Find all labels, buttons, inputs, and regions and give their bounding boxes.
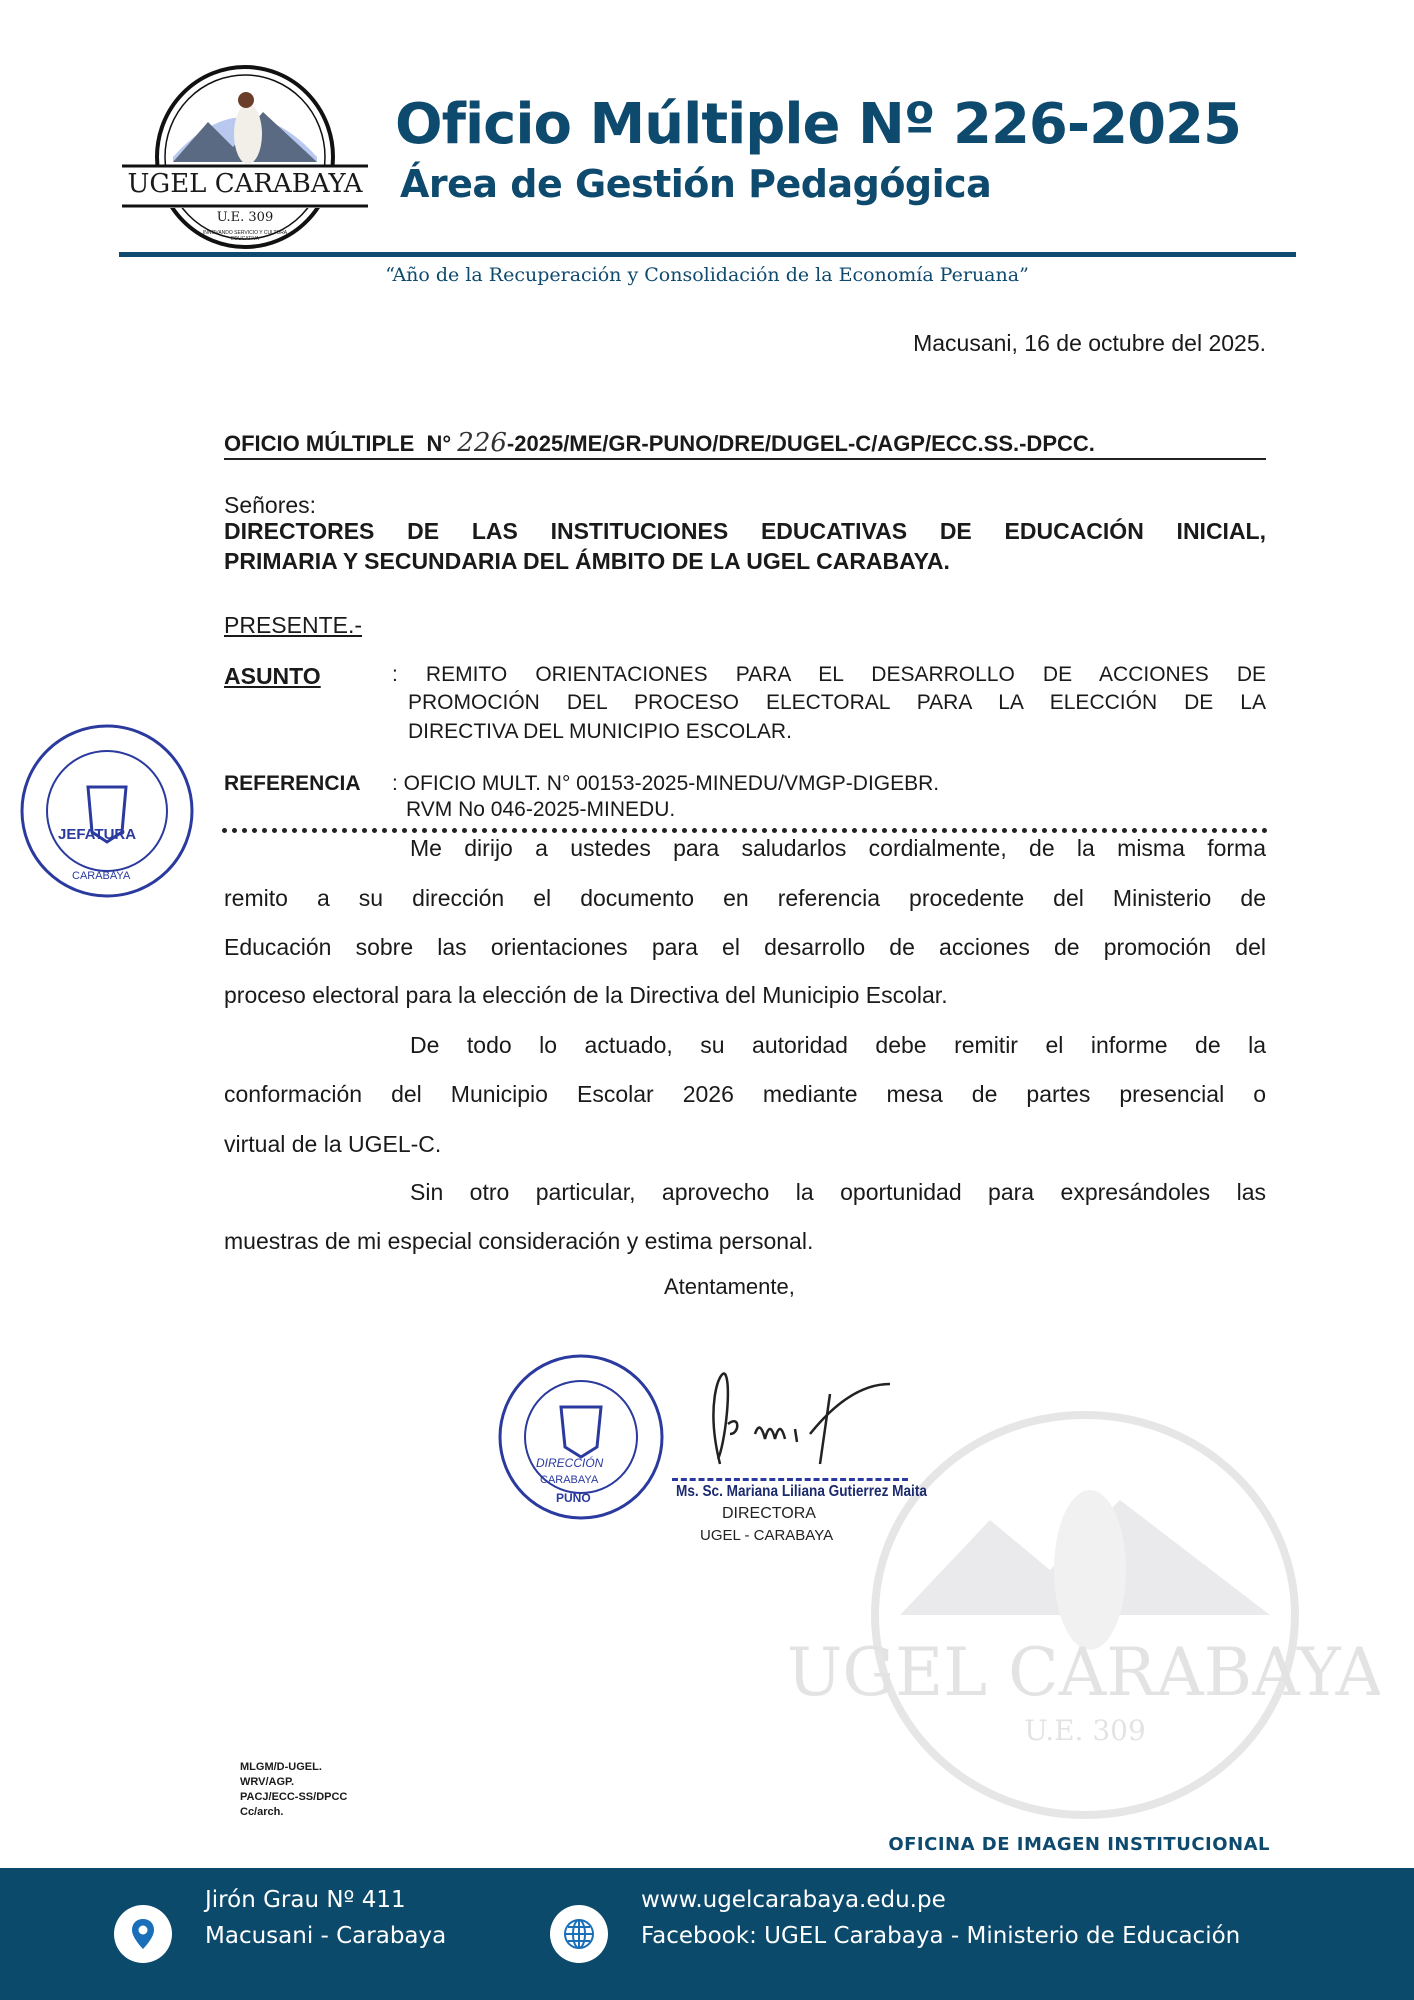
stamp-text: JEFATURA [58,826,137,843]
footer [0,1868,1414,2000]
signature [700,1364,910,1474]
initials-line: Cc/arch. [240,1806,284,1818]
referencia-line-2: RVM No 046-2025-MINEDU. [406,798,676,821]
svg-text:U.E. 309: U.E. 309 [1024,1714,1146,1747]
body-line: conformación del Municipio Escolar 2026 mediante mesa de partes presencial o [224,1081,1266,1107]
ref-number-handwritten: 226 [457,428,507,458]
logo-text: UGEL CARABAYA [127,169,363,199]
asunto-line-1: : REMITO ORIENTACIONES PARA EL DESARROLLO DE ACCIONES DE [392,663,1266,686]
body-line: virtual de la UGEL-C. [224,1131,442,1157]
logo-sub: U.E. 309 [216,210,274,225]
body-line: remito a su dirección el documento en referencia procedente del Ministerio de [224,885,1266,911]
globe-icon [550,1905,608,1963]
facebook-link[interactable]: Facebook: UGEL Carabaya - Ministerio de Educación [641,1923,1241,1949]
salutation: Señores: [224,492,317,518]
stamp-text: PUNO [556,1491,591,1505]
signer-role: DIRECTORA [722,1505,816,1522]
recipients-line-1: DIRECTORES DE LAS INSTITUCIONES EDUCATIVAS DE EDUCACIÓN INICIAL, [224,518,1266,544]
asunto-label: ASUNTO [224,663,321,689]
dotted-separator [222,828,1268,833]
body-line: muestras de mi especial consideración y estima personal. [224,1228,814,1254]
direccion-stamp [496,1352,666,1522]
document-date: Macusani, 16 de octubre del 2025. [913,330,1266,356]
signature-line [672,1478,908,1481]
initials-line: WRV/AGP. [240,1776,294,1788]
referencia-line-1: : OFICIO MULT. N° 00153-2025-MINEDU/VMGP-DIGEBR. [392,772,940,795]
initials-line: MLGM/D-UGEL. [240,1761,322,1773]
header-divider [119,252,1296,257]
body-line: proceso electoral para la elección de la Directiva del Municipio Escolar. [224,982,948,1008]
closing: Atentamente, [664,1274,795,1299]
body-line: Educación sobre las orientaciones para el desarrollo de acciones de promoción del [224,934,1266,960]
body-line: Me dirijo a ustedes para saludarlos cordialmente, de la misma forma [410,835,1266,861]
presente: PRESENTE.- [224,612,363,638]
ref-prefix: OFICIO MÚLTIPLE N° [224,431,458,456]
referencia-label: REFERENCIA [224,772,361,795]
asunto-line-2: PROMOCIÓN DEL PROCESO ELECTORAL PARA LA ELECCIÓN DE LA [408,691,1266,714]
ugel-logo [118,62,372,252]
year-motto: “Año de la Recuperación y Consolidación de la Economía Peruana” [385,264,1029,286]
logo-motto: INNOVANDO SERVICIO Y CULTURA EDUCATIVA [202,230,288,242]
ref-suffix: -2025/ME/GR-PUNO/DRE/DUGEL-C/AGP/ECC.SS.-DPCC. [506,431,1095,456]
signer-org: UGEL - CARABAYA [700,1527,834,1544]
stamp-text: DIRECCIÓN [536,1456,604,1470]
recipients-line-2: PRIMARIA Y SECUNDARIA DEL ÁMBITO DE LA UGEL CARABAYA. [224,548,950,574]
svg-text:UGEL CARABAYA: UGEL CARABAYA [790,1634,1380,1711]
body-line: Sin otro particular, aprovecho la oportunidad para expresándoles las [410,1179,1266,1205]
address-line-2: Macusani - Carabaya [205,1923,447,1949]
address-line-1: Jirón Grau Nº 411 [205,1887,406,1913]
asunto-line-3: DIRECTIVA DEL MUNICIPIO ESCOLAR. [408,720,792,743]
contact-links [641,1882,1240,1954]
document-reference-number [224,428,1266,460]
office-label: OFICINA DE IMAGEN INSTITUCIONAL [888,1834,1270,1855]
initials-block [240,1760,347,1820]
map-pin-icon [114,1905,172,1963]
body-line: De todo lo actuado, su autoridad debe remitir el informe de la [410,1032,1266,1058]
address [205,1882,446,1954]
website-link[interactable]: www.ugelcarabaya.edu.pe [641,1887,946,1913]
jefatura-stamp [18,722,196,900]
stamp-text: CARABAYA [540,1474,599,1486]
page-subtitle: Área de Gestión Pedagógica [400,162,992,206]
initials-line: PACJ/ECC-SS/DPCC [240,1791,348,1803]
signer-name: Ms. Sc. Mariana Liliana Gutierrez Maita [676,1483,927,1500]
page-title: Oficio Múltiple Nº 226-2025 [395,92,1241,157]
stamp-text: CARABAYA [72,870,131,882]
